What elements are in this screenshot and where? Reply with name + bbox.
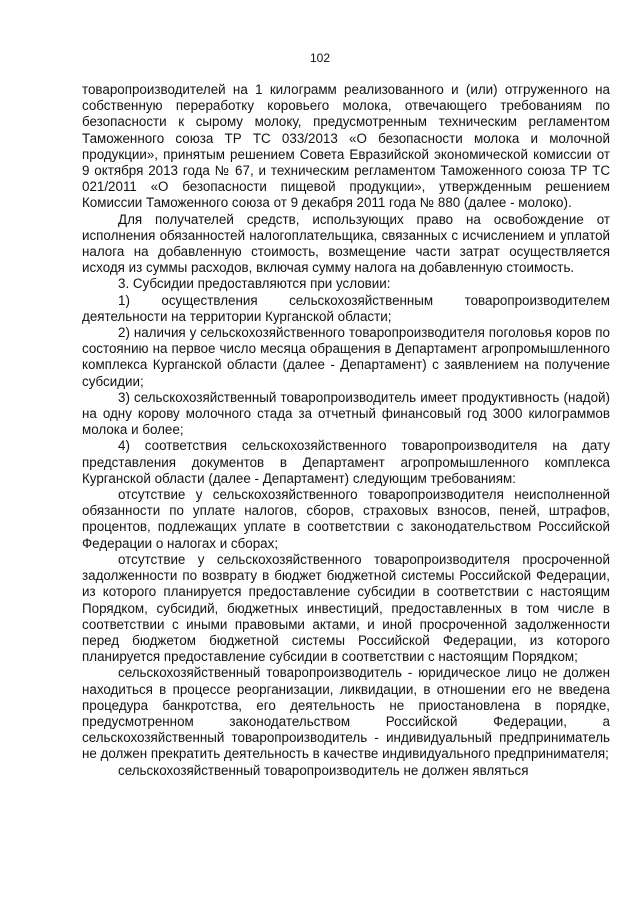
- paragraph: 4) соответствия сельскохозяйственного товаропроизводителя на дату представления документов в Департамент агропромышленного комплекса Курганской области (далее - Департамент) следующим требованиям:: [82, 438, 610, 486]
- paragraph: отсутствие у сельскохозяйственного товаропроизводителя неисполненной обязанности по уплате налогов, сборов, страховых взносов, пеней, штрафов, процентов, подлежащих уплате в соответствии с законодательством Российской Федерации о налогах и сборах;: [82, 487, 610, 551]
- paragraph: товаропроизводителей на 1 килограмм реализованного и (или) отгруженного на собственную переработку коровьего молока, отвечающего требованиям по безопасности к сырому молоку, предусмотренным техническим регламентом Таможенного союза ТР ТС 033/2013 «О безопасности молока и молочной продукции», принятым решением Совета Евразийской экономической комиссии от 9 октября 2013 года № 67, и техническим регламентом Таможенного союза ТР ТС 021/2011 «О безопасности пищевой продукции», утвержденным решением Комиссии Таможенного союза от 9 декабря 2011 года № 880 (далее - молоко).: [82, 82, 610, 211]
- paragraph: сельскохозяйственный товаропроизводитель - юридическое лицо не должен находиться в процессе реорганизации, ликвидации, в отношении его не введена процедура банкротства, его деятельность не приостановлена в порядке, предусмотренном законодательством Российской Федерации, а сельскохозяйственный товаропроизводитель - индивидуальный предприниматель не должен прекратить деятельность в качестве индивидуального предпринимателя;: [82, 665, 610, 762]
- paragraph: 3. Субсидии предоставляются при условии:: [118, 276, 391, 292]
- paragraph: 1) осуществления сельскохозяйственным товаропроизводителем деятельности на территории Курганской области;: [82, 292, 610, 324]
- page-number: 102: [309, 51, 331, 65]
- paragraph: отсутствие у сельскохозяйственного товаропроизводителя просроченной задолженности по возврату в бюджет бюджетной системы Российской Федерации, из которого планируется предоставление субсидии в соответствии с настоящим Порядком, субсидий, бюджетных инвестиций, предоставленных в том числе в соответствии с иными правовыми актами, и иной просроченной задолженности перед бюджетом бюджетной системы Российской Федерации, из которого планируется предоставление субсидии в соответствии с настоящим Порядком;: [82, 551, 610, 665]
- paragraph: 2) наличия у сельскохозяйственного товаропроизводителя поголовья коров по состоянию на первое число месяца обращения в Департамент агропромышленного комплекса Курганской области (далее - Департамент) с заявлением на получение субсидии;: [82, 325, 610, 389]
- document-body: [82, 82, 610, 779]
- paragraph: сельскохозяйственный товаропроизводитель не должен являться: [118, 762, 529, 778]
- paragraph: 3) сельскохозяйственный товаропроизводитель имеет продуктивность (надой) на одну корову молочного стада за отчетный финансовый год 3000 килограммов молока и более;: [82, 389, 610, 438]
- paragraph: Для получателей средств, использующих право на освобождение от исполнения обязанностей налогоплательщика, связанных с исчислением и уплатой налога на добавленную стоимость, возмещение части затрат осуществляется исходя из суммы расходов, включая сумму налога на добавленную стоимость.: [82, 211, 610, 276]
